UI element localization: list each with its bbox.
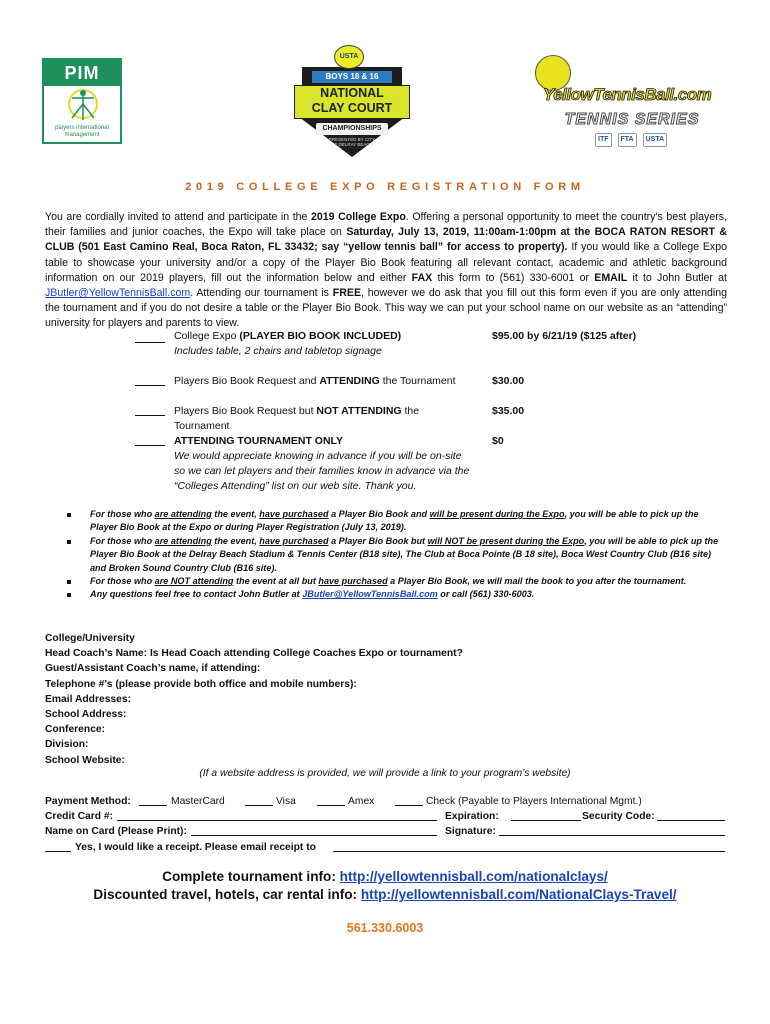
t: , you will be able to pick up the Player Bio Book at the Expo or during Player Registration (July 13, 2019). bbox=[90, 509, 699, 533]
logo-band-age: BOYS 18 & 16 bbox=[312, 71, 392, 83]
payment-method-label: Payment Method: bbox=[45, 796, 131, 807]
intro-paragraph bbox=[45, 210, 727, 332]
t: have purchased bbox=[259, 509, 329, 519]
bullet-item bbox=[64, 508, 724, 535]
fta-logo: FTA bbox=[618, 133, 637, 147]
pim-logo-name: PIM bbox=[44, 60, 120, 86]
ytb-logo-series: TENNIS SERIES bbox=[564, 111, 700, 128]
security-code-label: Security Code: bbox=[582, 811, 655, 823]
website-note: (If a website address is provided, we will provide a link to your program’s website) bbox=[199, 768, 571, 779]
discount-info bbox=[0, 886, 770, 904]
intro-text: , however we do ask that you fill out this form even if you are only attending the tournament and if you do not desire a table or the Player Bio Book. This way we can put your school name on our website as an “attending” university for players and parents to view. bbox=[45, 287, 727, 330]
receipt-row bbox=[45, 840, 725, 855]
tennis-player-icon bbox=[62, 88, 104, 122]
option-expo bbox=[174, 329, 474, 359]
option-text: the Tournament bbox=[379, 375, 456, 387]
contact-phone: 561.330.6003 bbox=[346, 921, 424, 935]
tournament-info bbox=[0, 868, 770, 886]
t: a Player Bio Book but bbox=[328, 535, 428, 546]
field-email[interactable] bbox=[45, 692, 725, 707]
t: or call (561) 330-6003. bbox=[437, 589, 535, 600]
t: will be present during the Expo bbox=[429, 509, 565, 519]
itf-logo: ITF bbox=[595, 133, 612, 147]
visa-label: Visa bbox=[276, 796, 296, 807]
payment-method-row bbox=[45, 794, 725, 809]
logo-band-title bbox=[294, 85, 410, 119]
usta-ball-icon: USTA bbox=[334, 45, 364, 69]
field-assistant[interactable] bbox=[45, 661, 725, 676]
option-not-attending bbox=[174, 404, 474, 434]
field-label: Telephone #’s (please provide both office and mobile numbers): bbox=[45, 678, 357, 690]
tournament-info-link[interactable]: http://yellowtennisball.com/nationalclays/ bbox=[339, 869, 608, 884]
field-label: School Address: bbox=[45, 708, 127, 720]
form-title: 2019 COLLEGE EXPO REGISTRATION FORM bbox=[185, 181, 585, 193]
intro-text: If you would like a College Expo table to showcase your university and/or a copy of the Player Bio Book featuring all relevant contact, academic and athletic background information on our 2019 players, fill out the information below and either bbox=[45, 241, 728, 284]
payment-section bbox=[45, 794, 725, 855]
intro-email: EMAIL bbox=[594, 271, 628, 284]
ytb-logo-title: YellowTennisBall.com bbox=[543, 85, 712, 104]
mastercard-checkbox[interactable] bbox=[139, 795, 167, 806]
field-website[interactable] bbox=[45, 753, 725, 768]
name-on-card-label: Name on Card (Please Print): bbox=[45, 826, 187, 838]
field-label: Division: bbox=[45, 739, 89, 751]
option-text: the Tournament bbox=[174, 405, 420, 432]
option-text: Players Bio Book Request but bbox=[174, 405, 317, 417]
discount-info-link[interactable]: http://yellowtennisball.com/NationalClays-Travel/ bbox=[360, 887, 677, 902]
t: the event at all but bbox=[233, 576, 319, 587]
tournament-info-label: Complete tournament info: bbox=[162, 869, 340, 884]
pim-logo-subtitle: players international management bbox=[55, 125, 109, 138]
option-bold: NOT ATTENDING bbox=[316, 405, 402, 417]
option-price-tournament-only: $0 bbox=[492, 435, 504, 447]
mastercard-label: MasterCard bbox=[171, 796, 225, 807]
receipt-checkbox[interactable] bbox=[45, 841, 71, 852]
option-price-not-attending: $35.00 bbox=[492, 405, 525, 417]
intro-text: . Offering a personal opportunity to meet the country's best players, their families and junior coaches, the Expo will take place on bbox=[45, 211, 727, 239]
logo-band-championships: CHAMPIONSHIPS bbox=[316, 123, 388, 135]
option-tournament-only bbox=[174, 434, 474, 494]
bullet-item bbox=[64, 575, 724, 588]
credit-card-row bbox=[45, 809, 725, 824]
logo-title-line1: NATIONAL bbox=[320, 86, 384, 100]
name-on-card-field[interactable] bbox=[191, 825, 437, 836]
field-label: Is Head Coach attending College Coaches Expo or tournament? bbox=[149, 648, 463, 660]
t: a Player Bio Book, we will mail the book to you after the tournament. bbox=[387, 576, 687, 587]
intro-fax: FAX bbox=[411, 271, 433, 284]
logo-title-line2: CLAY COURT bbox=[311, 101, 393, 115]
field-label: Conference: bbox=[45, 724, 106, 736]
logo-band-presented: PRESENTED BY CITY OF DELRAY BEACH bbox=[328, 137, 376, 147]
field-head-coach[interactable] bbox=[45, 646, 725, 661]
sponsor-logos bbox=[595, 133, 667, 147]
t: For those who bbox=[90, 535, 155, 546]
intro-text: it to John Butler at bbox=[627, 271, 727, 284]
field-division[interactable] bbox=[45, 737, 725, 752]
field-college[interactable] bbox=[45, 631, 725, 646]
option-price-expo: $95.00 by 6/21/19 ($125 after) bbox=[492, 330, 637, 342]
t: the event, bbox=[211, 535, 260, 546]
yellowtennisball-logo bbox=[535, 55, 715, 155]
receipt-label: Yes, I would like a receipt. Please email receipt to bbox=[75, 841, 316, 853]
name-on-card-row bbox=[45, 824, 725, 839]
t: the event, bbox=[211, 509, 260, 519]
option-price-attending: $30.00 bbox=[492, 375, 525, 387]
t: a Player Bio Book and bbox=[328, 509, 430, 519]
option-blank-expo[interactable] bbox=[135, 331, 165, 343]
pim-logo bbox=[42, 58, 122, 144]
card-number-label: Credit Card #: bbox=[45, 811, 114, 823]
visa-checkbox[interactable] bbox=[245, 795, 273, 806]
t: Any questions feel free to contact John Butler at bbox=[90, 589, 303, 600]
info-bullets bbox=[64, 508, 724, 602]
card-number-field[interactable] bbox=[117, 810, 437, 821]
email-link[interactable]: JButler@YellowTennisBall.com bbox=[45, 287, 191, 300]
option-bold: (PLAYER BIO BOOK INCLUDED) bbox=[239, 330, 402, 342]
option-sub: Includes table, 2 chairs and tabletop signage bbox=[174, 345, 382, 357]
t: For those who bbox=[90, 509, 155, 519]
bullet-item bbox=[64, 535, 724, 575]
field-label: Email Addresses: bbox=[45, 693, 132, 705]
intro-free: FREE bbox=[332, 287, 362, 300]
discount-info-label: Discounted travel, hotels, car rental info: bbox=[93, 887, 361, 902]
t: have purchased bbox=[259, 535, 329, 546]
field-label: College/University bbox=[45, 633, 135, 644]
usta-logo: USTA bbox=[643, 133, 668, 147]
amex-label: Amex bbox=[348, 796, 375, 807]
national-clay-court-logo bbox=[288, 45, 416, 160]
option-attending bbox=[174, 374, 474, 389]
intro-bold: 2019 College Expo bbox=[310, 211, 406, 223]
t: have purchased bbox=[318, 576, 388, 587]
signature-field[interactable] bbox=[499, 825, 725, 836]
expiration-label: Expiration: bbox=[445, 811, 499, 823]
field-conference[interactable] bbox=[45, 722, 725, 737]
bullet-item bbox=[64, 588, 724, 601]
option-blank-attending[interactable] bbox=[135, 374, 165, 386]
option-text: College Expo bbox=[174, 330, 240, 342]
field-school-address[interactable] bbox=[45, 707, 725, 722]
field-label: Head Coach’s Name: bbox=[45, 648, 148, 660]
t: are attending bbox=[154, 509, 212, 519]
option-blank-tournament-only[interactable] bbox=[135, 434, 165, 446]
intro-text: this form to (561) 330-6001 or bbox=[432, 271, 595, 284]
contact-fields bbox=[45, 631, 725, 768]
amex-checkbox[interactable] bbox=[317, 795, 345, 806]
email-link[interactable]: JButler@YellowTennisBall.com bbox=[302, 589, 438, 600]
signature-label: Signature: bbox=[445, 826, 496, 838]
receipt-email-field[interactable] bbox=[333, 841, 725, 852]
intro-text: You are cordially invited to attend and participate in the bbox=[45, 211, 311, 223]
security-code-field[interactable] bbox=[657, 810, 725, 821]
intro-bold-venue: Saturday, July 13, 2019, 11:00am-1:00pm at the BOCA RATON RESORT & CLUB (501 East Camino Real, Boca Raton, FL 33432; say “yellow tennis ball” for access to property). bbox=[45, 226, 727, 254]
option-blank-not-attending[interactable] bbox=[135, 404, 165, 416]
field-label: School Website: bbox=[45, 754, 125, 766]
field-label: Guest/Assistant Coach’s name, if attending: bbox=[45, 663, 261, 675]
t: For those who bbox=[90, 576, 155, 587]
t: , you will be able to pick up the Player Bio Book at the Delray Beach Stadium & Tennis Center (B18 site), The Club at Boca Pointe (B 18 site), Boca West Country Club (B16 site) and Broken Sound Country Club (B16 site). bbox=[90, 535, 719, 573]
check-label: Check (Payable to Players International Mgmt.) bbox=[426, 796, 642, 807]
field-telephone[interactable] bbox=[45, 677, 725, 692]
t: are NOT attending bbox=[154, 576, 234, 587]
option-sub: We would appreciate knowing in advance if you will be on-site so we can let players and their families know in advance via the “Colleges Attending” list on our web site. Thank you. bbox=[174, 450, 470, 492]
option-bold: ATTENDING bbox=[319, 375, 380, 387]
t: will NOT be present during the Expo bbox=[427, 535, 585, 546]
expiration-field[interactable] bbox=[511, 810, 581, 821]
option-bold: ATTENDING TOURNAMENT ONLY bbox=[174, 435, 343, 447]
option-text: Players Bio Book Request and bbox=[174, 375, 320, 387]
check-checkbox[interactable] bbox=[395, 795, 423, 806]
t: are attending bbox=[154, 535, 212, 546]
intro-text: . Attending our tournament is bbox=[190, 287, 333, 300]
